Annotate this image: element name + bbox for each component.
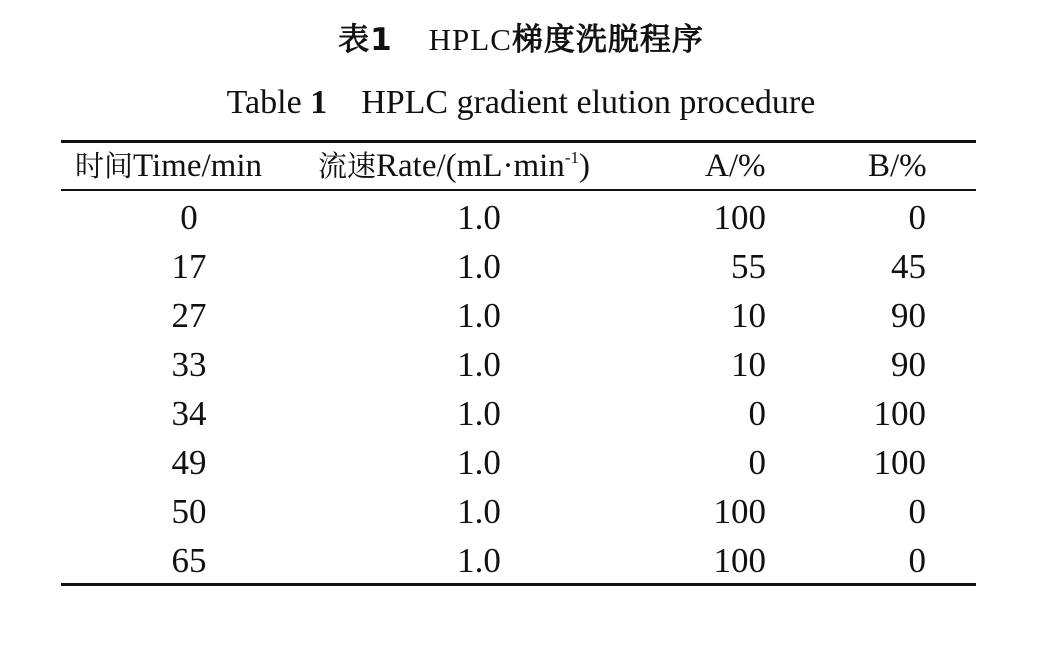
table-top-rule [61, 140, 976, 143]
cell-b: 0 [908, 492, 926, 531]
table-row [61, 389, 976, 438]
table-row [61, 536, 976, 585]
cell-rate: 1.0 [457, 345, 501, 384]
cell-rate: 1.0 [457, 443, 501, 482]
cell-b: 90 [891, 345, 926, 384]
header-a: A/% [705, 148, 766, 184]
cell-a: 100 [713, 541, 766, 580]
cell-b: 90 [891, 296, 926, 335]
cell-a: 100 [713, 492, 766, 531]
cell-rate: 1.0 [457, 541, 501, 580]
caption-en-label: Table [226, 84, 302, 121]
cell-rate: 1.0 [457, 394, 501, 433]
cell-time: 50 [171, 492, 207, 531]
caption-zh-text: 梯度洗脱程序 [511, 22, 704, 58]
table-header-rule [61, 189, 976, 191]
header-time-en: Time/min [133, 148, 263, 184]
cell-a: 100 [713, 198, 766, 237]
cell-a: 0 [748, 394, 766, 433]
table-caption-english [0, 78, 1042, 128]
cell-b: 0 [908, 541, 926, 580]
header-b: B/% [868, 148, 927, 184]
cell-rate: 1.0 [457, 492, 501, 531]
header-rate [318, 144, 590, 188]
table-row [61, 193, 976, 242]
header-rate-en: Rate/(mL·min [376, 148, 565, 184]
cell-a: 55 [731, 247, 766, 286]
cell-time: 34 [171, 394, 207, 433]
cell-time: 27 [171, 296, 207, 335]
header-rate-superscript: -1 [564, 148, 579, 167]
header-time [75, 144, 262, 188]
cell-rate: 1.0 [457, 296, 501, 335]
cell-b: 100 [873, 443, 926, 482]
table-row [61, 487, 976, 536]
header-rate-zh: 流速 [318, 149, 377, 183]
cell-time: 33 [171, 345, 207, 384]
cell-b: 45 [891, 247, 926, 286]
table-bottom-rule [61, 583, 976, 586]
caption-zh-number: 1 [370, 22, 393, 58]
cell-rate: 1.0 [457, 198, 501, 237]
table-row [61, 242, 976, 291]
cell-a: 10 [731, 296, 766, 335]
cell-time: 65 [171, 541, 207, 580]
cell-a: 0 [748, 443, 766, 482]
caption-zh-latin: HPLC [428, 22, 512, 57]
cell-b: 100 [873, 394, 926, 433]
cell-time: 49 [171, 443, 207, 482]
table-caption-chinese [0, 18, 1042, 62]
caption-en-text: HPLC gradient elution procedure [361, 84, 816, 121]
cell-b: 0 [908, 198, 926, 237]
cell-a: 10 [731, 345, 766, 384]
cell-time: 17 [171, 247, 207, 286]
caption-zh-label: 表 [338, 22, 371, 58]
cell-time: 0 [180, 198, 198, 237]
table-row [61, 340, 976, 389]
header-time-zh: 时间 [75, 149, 134, 183]
caption-en-number: 1 [310, 84, 328, 121]
table-row [61, 291, 976, 340]
cell-rate: 1.0 [457, 247, 501, 286]
header-rate-close: ) [578, 148, 590, 184]
table-row [61, 438, 976, 487]
